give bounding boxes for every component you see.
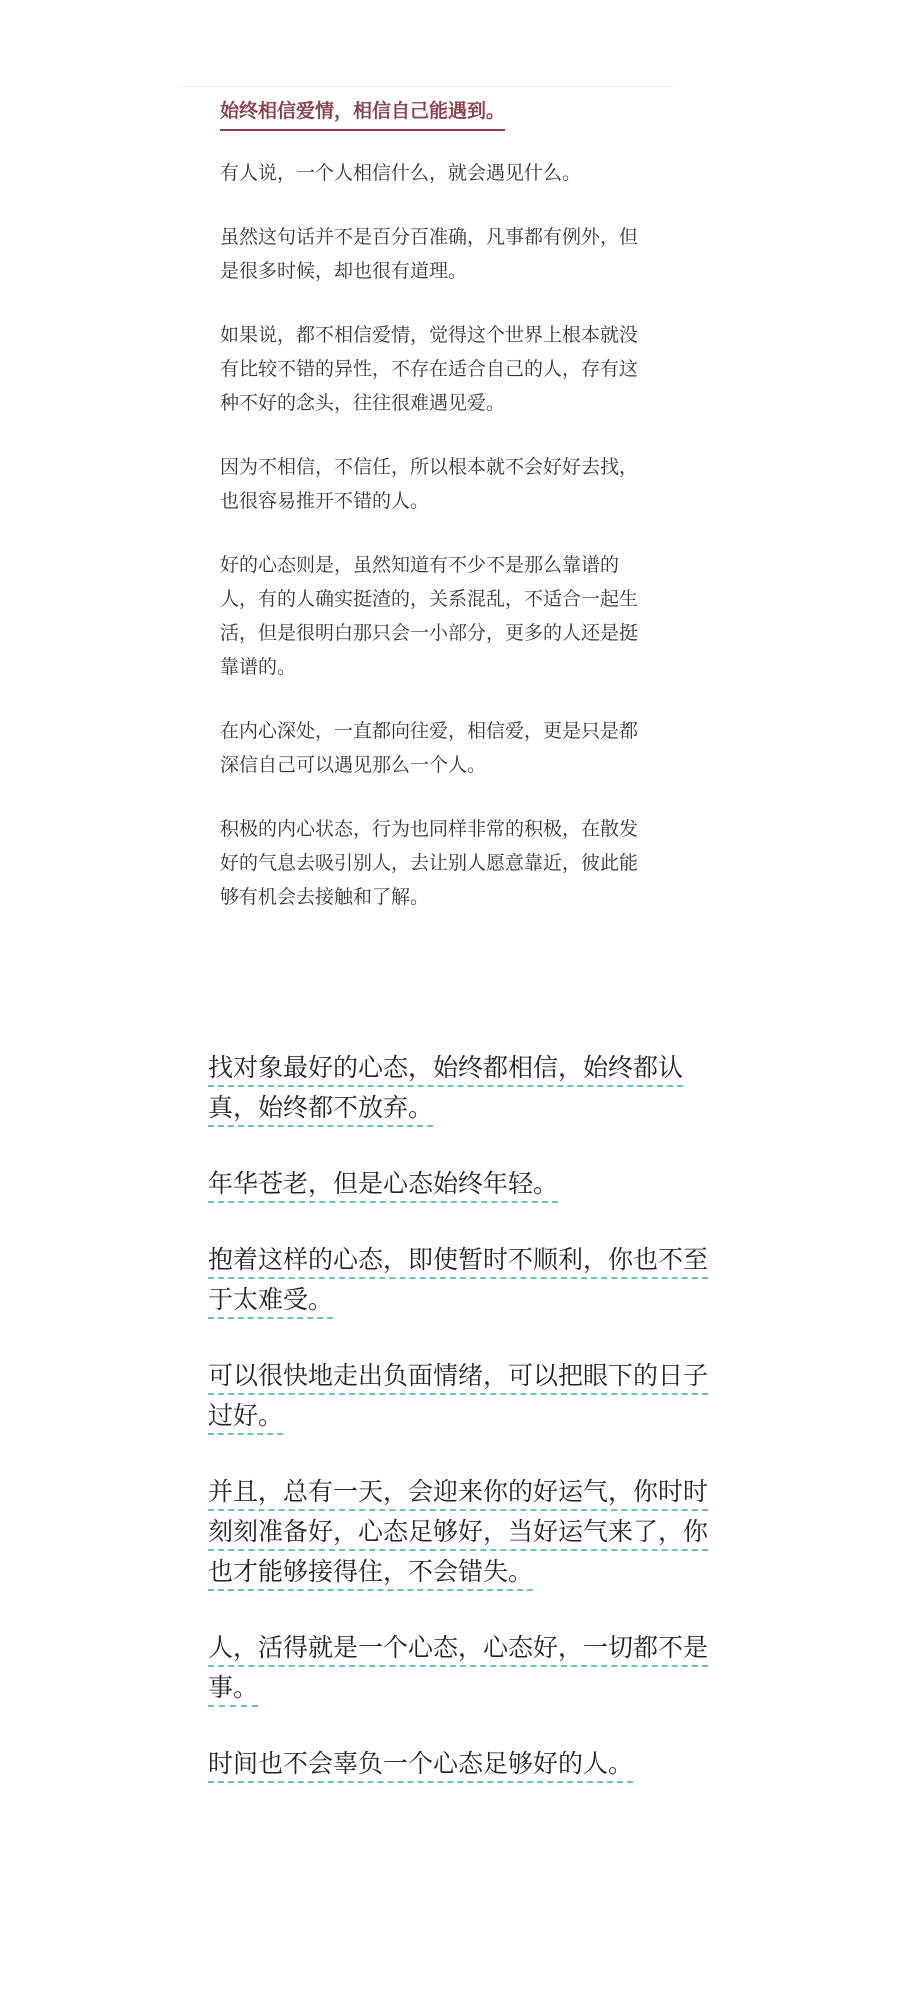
highlight-paragraph <box>208 1628 708 1708</box>
highlight-text: 并且，总有一天，会迎来你的好运气，你时时刻刻准备好，心态足够好，当好运气来了，你也才能够接得住，不会错失。 <box>208 1477 709 1586</box>
highlight-text: 年华苍老，但是心态始终年轻。 <box>208 1169 559 1198</box>
paragraph: 在内心深处，一直都向往爱，相信爱，更是只是都深信自己可以遇见那么一个人。 <box>220 720 639 776</box>
highlight-text: 可以很快地走出负面情绪，可以把眼下的日子过好。 <box>208 1361 709 1430</box>
top-divider <box>178 86 674 87</box>
highlight-paragraph <box>208 1048 708 1128</box>
paragraph: 虽然这句话并不是百分百准确，凡事都有例外，但是很多时候，却也很有道理。 <box>220 226 639 282</box>
highlight-paragraph <box>208 1744 708 1784</box>
highlight-text: 时间也不会辜负一个心态足够好的人。 <box>208 1749 634 1778</box>
paragraph: 因为不相信，不信任，所以根本就不会好好去找，也很容易推开不错的人。 <box>220 456 639 512</box>
highlight-text: 人，活得就是一个心态，心态好，一切都不是事。 <box>208 1633 709 1702</box>
paragraph: 好的心态则是，虽然知道有不少不是那么靠谱的人，有的人确实挺渣的，关系混乱，不适合一起生活，但是很明白那只会一小部分，更多的人还是挺靠谱的。 <box>220 554 639 678</box>
highlight-text: 找对象最好的心态，始终都相信，始终都认真，始终都不放弃。 <box>208 1053 684 1122</box>
highlight-text: 抱着这样的心态，即使暂时不顺利，你也不至于太难受。 <box>208 1245 709 1314</box>
section-heading: 始终相信爱情，相信自己能遇到。 <box>220 96 505 131</box>
highlight-paragraph <box>208 1240 708 1320</box>
paragraph: 有人说，一个人相信什么，就会遇见什么。 <box>220 162 582 184</box>
highlight-paragraph <box>208 1356 708 1436</box>
paragraph: 积极的内心状态，行为也同样非常的积极，在散发好的气息去吸引别人，去让别人愿意靠近，彼此能够有机会去接触和了解。 <box>220 818 639 908</box>
paragraph: 如果说，都不相信爱情，觉得这个世界上根本就没有比较不错的异性，不存在适合自己的人，存有这种不好的念头，往往很难遇见爱。 <box>220 324 639 414</box>
highlight-paragraph <box>208 1164 708 1204</box>
article-section-1 <box>220 96 640 908</box>
highlight-paragraph <box>208 1472 708 1592</box>
